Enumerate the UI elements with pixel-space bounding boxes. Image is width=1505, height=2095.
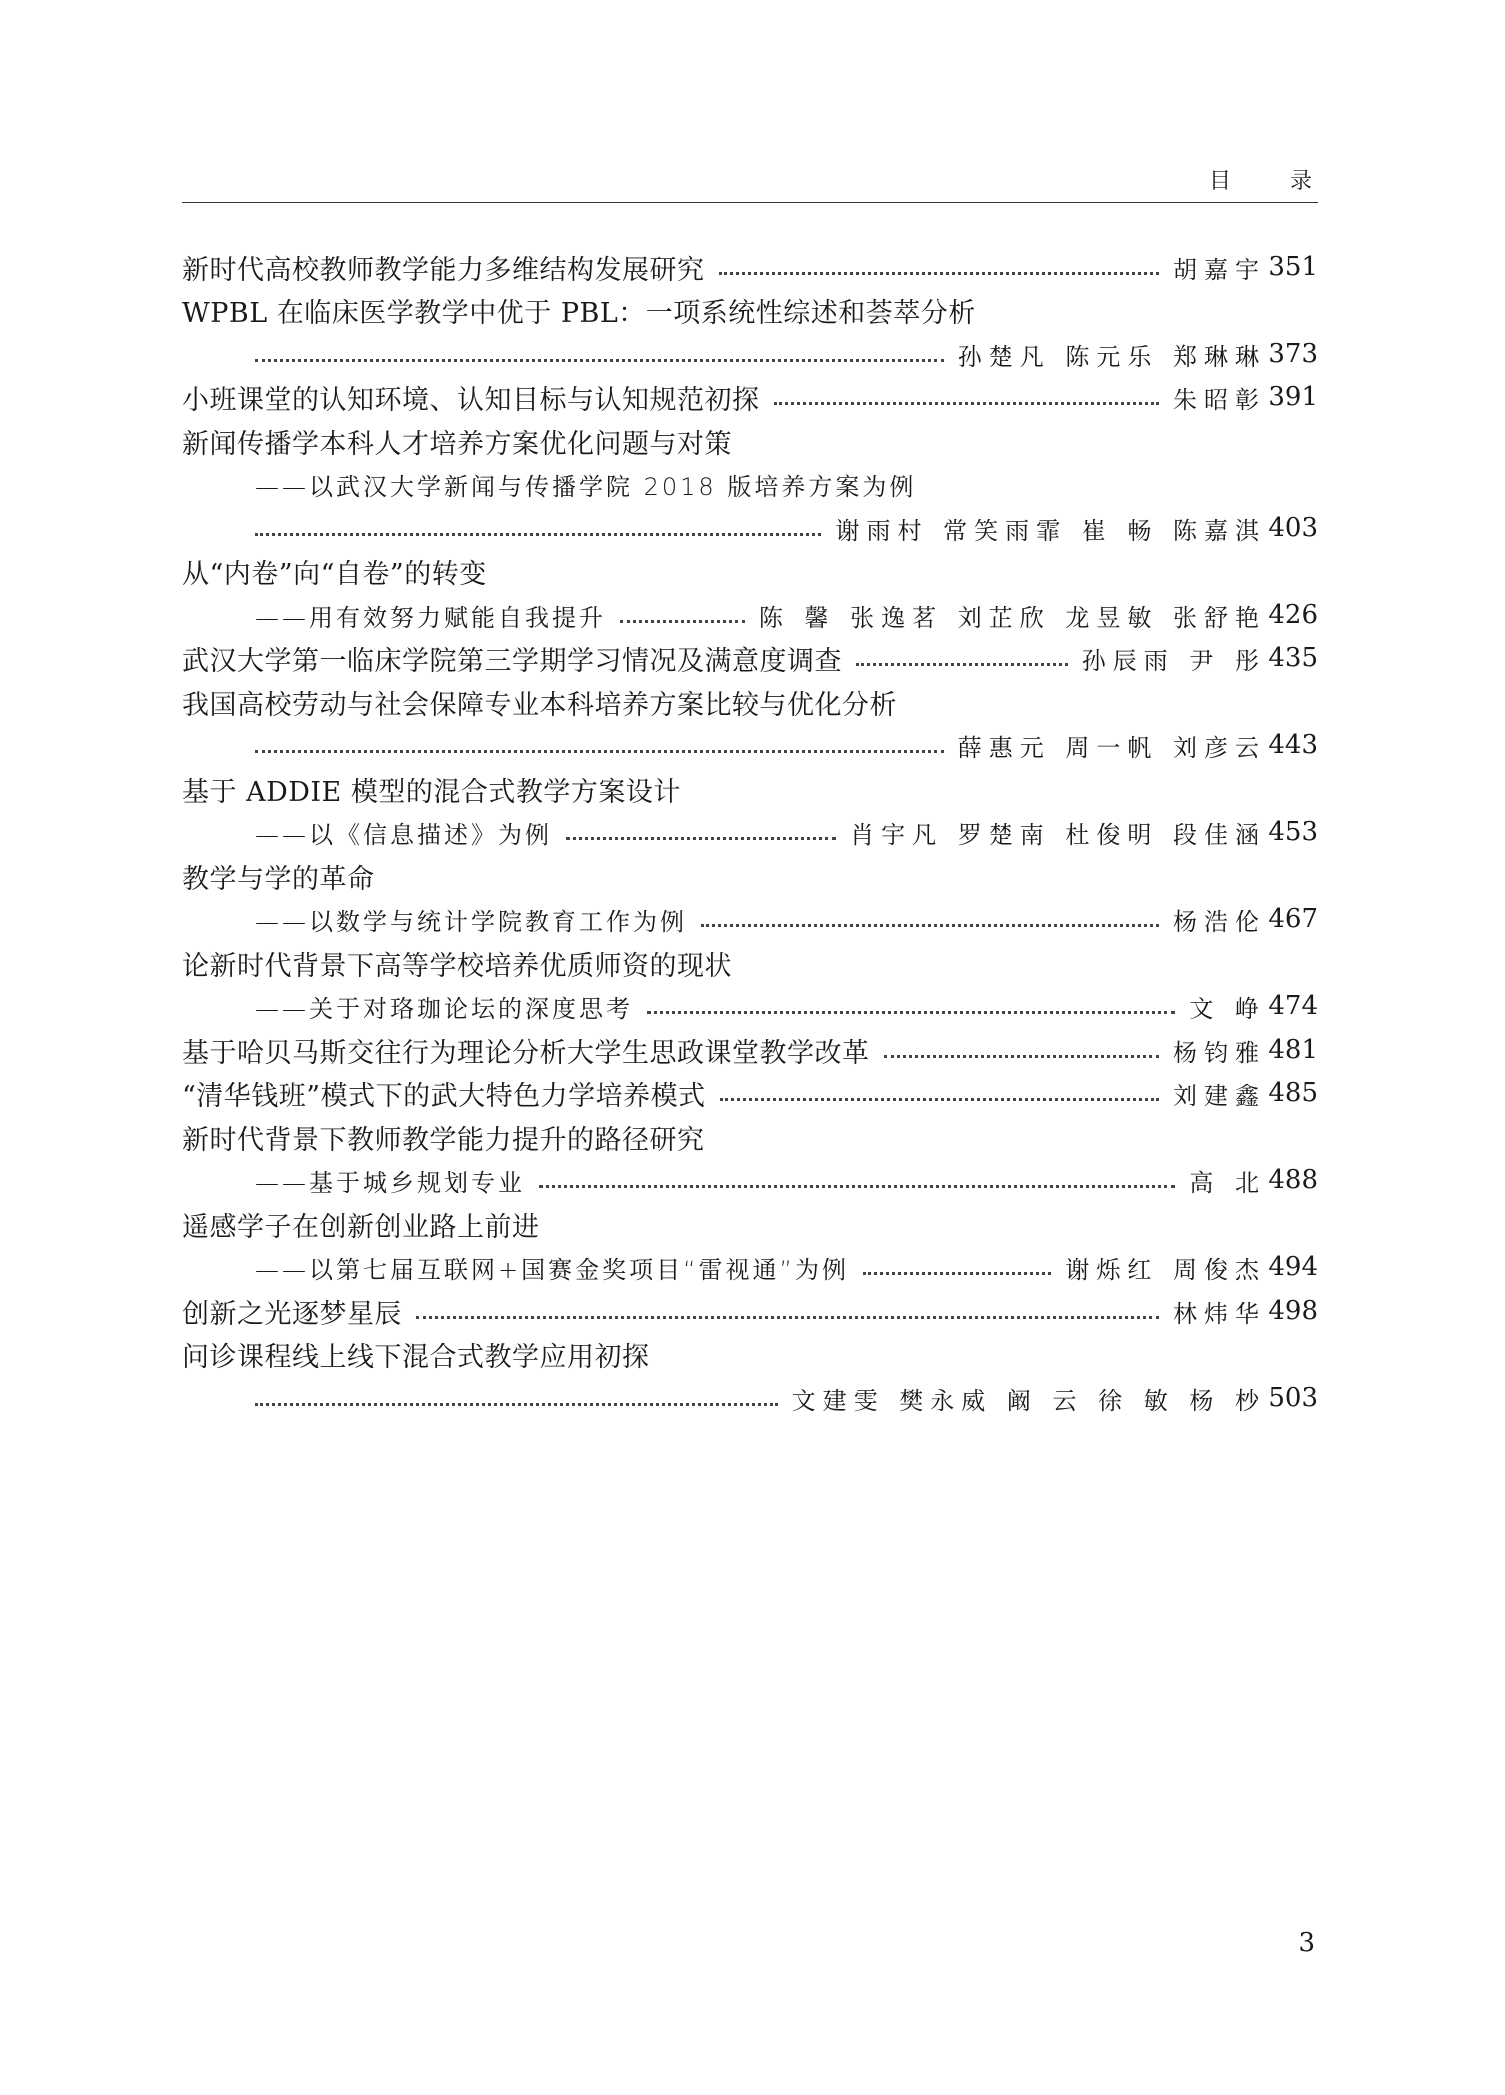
dot-leader <box>539 1185 1175 1188</box>
toc-entry-continuation[interactable] <box>255 1378 1318 1418</box>
entry-title: 论新时代背景下高等学校培养优质师资的现状 <box>182 950 732 982</box>
entry-subtitle: ——以第七届互联网+国赛金奖项目“雷视通”为例 <box>255 1255 849 1284</box>
toc-entry[interactable] <box>182 377 1318 417</box>
entry-title: 遥感学子在创新创业路上前进 <box>182 1211 540 1243</box>
entry-title: 基于 ADDIE 模型的混合式教学方案设计 <box>182 776 681 808</box>
toc-entry-subtitle <box>255 464 1318 504</box>
toc-entry-subtitle[interactable] <box>255 1247 1318 1287</box>
entry-authors: 谢雨村 常笑雨霏 崔 畅 陈嘉淇 <box>835 516 1266 545</box>
entry-page: 391 <box>1268 382 1318 412</box>
entry-authors: 杨浩伦 <box>1173 907 1266 936</box>
entry-title: 新时代背景下教师教学能力提升的路径研究 <box>182 1124 705 1156</box>
entry-title: 创新之光逐梦星辰 <box>182 1298 402 1330</box>
toc-entry[interactable] <box>182 1117 1318 1157</box>
entry-authors: 刘建鑫 <box>1173 1081 1266 1110</box>
dot-leader <box>884 1055 1160 1058</box>
entry-subtitle: ——关于对珞珈论坛的深度思考 <box>255 994 633 1023</box>
entry-title: 新闻传播学本科人才培养方案优化问题与对策 <box>182 428 732 460</box>
entry-title: 新时代高校教师教学能力多维结构发展研究 <box>182 254 705 286</box>
entry-title: 从“内卷”向“自卷”的转变 <box>182 558 487 590</box>
toc-entry[interactable] <box>182 290 1318 330</box>
entry-authors: 林炜华 <box>1173 1299 1266 1328</box>
toc-entry[interactable] <box>182 1204 1318 1244</box>
entry-title: 教学与学的革命 <box>182 863 375 895</box>
entry-authors: 薛惠元 周一帆 刘彦云 <box>957 733 1266 762</box>
page-number: 3 <box>1298 1928 1315 1958</box>
entry-authors: 文 峥 <box>1189 994 1266 1023</box>
entry-title: “清华钱班”模式下的武大特色力学培养模式 <box>182 1080 706 1112</box>
toc-entry-subtitle[interactable] <box>255 986 1318 1026</box>
toc-entry[interactable] <box>182 638 1318 678</box>
toc-entry[interactable] <box>182 1030 1318 1070</box>
toc-entry-subtitle[interactable] <box>255 812 1318 852</box>
dot-leader <box>774 402 1160 405</box>
entry-title: 基于哈贝马斯交往行为理论分析大学生思政课堂教学改革 <box>182 1037 870 1069</box>
toc-entry-subtitle[interactable] <box>255 595 1318 635</box>
dot-leader <box>255 1403 778 1406</box>
dot-leader <box>720 1098 1159 1101</box>
toc-entry[interactable] <box>182 247 1318 287</box>
entry-authors: 高 北 <box>1189 1168 1266 1197</box>
entry-page: 503 <box>1268 1383 1318 1413</box>
entry-authors: 肖宇凡 罗楚南 杜俊明 段佳涵 <box>850 820 1266 849</box>
dot-leader <box>856 663 1068 666</box>
toc-entry[interactable] <box>182 856 1318 896</box>
entry-title: WPBL 在临床医学教学中优于 PBL：一项系统性综述和荟萃分析 <box>182 297 976 329</box>
toc-entry[interactable] <box>182 943 1318 983</box>
entry-subtitle: ——用有效努力赋能自我提升 <box>255 603 606 632</box>
entry-subtitle: ——以武汉大学新闻与传播学院 2018 版培养方案为例 <box>255 472 917 501</box>
entry-authors: 朱昭彰 <box>1173 385 1266 414</box>
entry-subtitle: ——以《信息描述》为例 <box>255 820 552 849</box>
entry-title: 问诊课程线上线下混合式教学应用初探 <box>182 1341 650 1373</box>
entry-authors: 孙辰雨 尹 彤 <box>1081 646 1266 675</box>
dot-leader <box>566 837 836 840</box>
entry-page: 351 <box>1268 252 1318 282</box>
dot-leader <box>701 924 1159 927</box>
dot-leader <box>255 750 944 753</box>
toc-entry[interactable] <box>182 769 1318 809</box>
toc-entry-subtitle[interactable] <box>255 899 1318 939</box>
dot-leader <box>719 272 1160 275</box>
dot-leader <box>255 533 821 536</box>
entry-page: 474 <box>1268 991 1318 1021</box>
header-label: 目 录 <box>1209 169 1338 194</box>
entry-page: 403 <box>1268 513 1318 543</box>
entry-authors: 孙楚凡 陈元乐 郑琳琳 <box>957 342 1266 371</box>
toc-entry[interactable] <box>182 1334 1318 1374</box>
entry-page: 498 <box>1268 1296 1318 1326</box>
toc-entry-subtitle[interactable] <box>255 1160 1318 1200</box>
entry-page: 467 <box>1268 904 1318 934</box>
entry-authors: 谢烁红 周俊杰 <box>1065 1255 1266 1284</box>
toc-entry[interactable] <box>182 421 1318 461</box>
dot-leader <box>647 1011 1175 1014</box>
toc-entry[interactable] <box>182 682 1318 722</box>
entry-authors: 杨钧雅 <box>1173 1038 1266 1067</box>
entry-subtitle: ——基于城乡规划专业 <box>255 1168 525 1197</box>
toc-entry[interactable] <box>182 551 1318 591</box>
entry-subtitle: ——以数学与统计学院教育工作为例 <box>255 907 687 936</box>
dot-leader <box>416 1316 1159 1319</box>
entry-page: 373 <box>1268 339 1318 369</box>
dot-leader <box>255 359 944 362</box>
entry-title: 我国高校劳动与社会保障专业本科培养方案比较与优化分析 <box>182 689 897 721</box>
dot-leader <box>620 620 745 623</box>
entry-page: 426 <box>1268 600 1318 630</box>
toc-entry-continuation[interactable] <box>255 508 1318 548</box>
entry-page: 435 <box>1268 643 1318 673</box>
toc-entry[interactable] <box>182 1073 1318 1113</box>
toc-entry-continuation[interactable] <box>255 725 1318 765</box>
entry-authors: 陈 馨 张逸茗 刘芷欣 龙昱敏 张舒艳 <box>758 603 1266 632</box>
entry-authors: 文建雯 樊永威 阚 云 徐 敏 杨 杪 <box>791 1386 1266 1415</box>
entry-page: 443 <box>1268 730 1318 760</box>
entry-page: 453 <box>1268 817 1318 847</box>
entry-title: 武汉大学第一临床学院第三学期学习情况及满意度调查 <box>182 645 842 677</box>
dot-leader <box>863 1272 1051 1275</box>
entry-page: 485 <box>1268 1078 1318 1108</box>
entry-authors: 胡嘉宇 <box>1173 255 1266 284</box>
entry-page: 494 <box>1268 1252 1318 1282</box>
entry-page: 481 <box>1268 1035 1318 1065</box>
toc-entry[interactable] <box>182 1291 1318 1331</box>
entry-title: 小班课堂的认知环境、认知目标与认知规范初探 <box>182 384 760 416</box>
entry-page: 488 <box>1268 1165 1318 1195</box>
toc-entry-continuation[interactable] <box>255 334 1318 374</box>
